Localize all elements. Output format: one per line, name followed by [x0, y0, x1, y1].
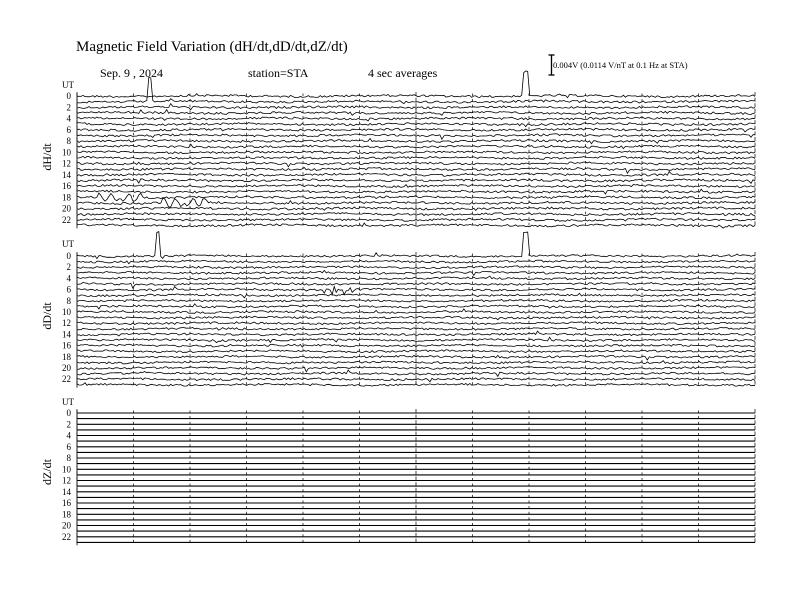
hour-tick-label: 10: [62, 307, 71, 317]
hour-tick-label: 20: [62, 203, 71, 214]
hour-tick-label: 2: [66, 102, 71, 113]
hour-tick-label: 6: [66, 124, 71, 135]
hour-tick-label: 14: [62, 169, 71, 180]
station-label: station=STA: [248, 66, 309, 80]
hour-tick-label: 20: [62, 520, 71, 531]
hour-tick-label: 22: [62, 374, 71, 385]
hour-tick-label: 0: [66, 91, 71, 101]
panel-dZ-dt: [40, 397, 755, 545]
hour-tick-label: 6: [66, 441, 71, 452]
hour-tick-label: 10: [62, 464, 71, 475]
hour-tick-label: 20: [62, 363, 71, 373]
hour-tick-label: 4: [66, 113, 71, 124]
hour-tick-label: 22: [62, 214, 71, 225]
hour-tick-label: 18: [62, 351, 71, 362]
hour-tick-label: 2: [66, 419, 71, 430]
hour-tick-label: 6: [66, 284, 71, 295]
panel-dD-dt: [40, 232, 755, 388]
scale-note: 0.004V (0.0114 V/nT at 0.1 Hz at STA): [553, 60, 688, 70]
hour-tick-label: 16: [62, 181, 71, 191]
axis-ylabel: dD/dt: [40, 302, 54, 330]
hour-tick-label: 8: [66, 136, 71, 146]
hour-tick-label: 22: [62, 531, 71, 542]
hour-tick-label: 10: [62, 147, 71, 158]
hour-tick-label: 4: [66, 273, 71, 284]
chart-title: Magnetic Field Variation (dH/dt,dD/dt,dZ/dt): [76, 39, 348, 55]
hour-tick-label: 0: [66, 251, 71, 261]
hour-tick-label: 18: [62, 192, 71, 203]
hour-tick-label: 12: [62, 475, 71, 486]
hour-tick-label: 14: [62, 329, 71, 340]
hour-tick-label: 8: [66, 295, 71, 306]
panel-dH-dt: [40, 71, 755, 228]
hour-tick-label: 14: [62, 486, 71, 497]
ut-label: UT: [62, 80, 74, 90]
ut-label: UT: [62, 239, 74, 249]
hour-tick-label: 4: [66, 430, 71, 441]
axis-ylabel: dZ/dt: [40, 459, 54, 485]
hour-tick-label: 2: [66, 262, 71, 273]
hour-tick-label: 12: [62, 158, 71, 169]
axis-ylabel: dH/dt: [40, 143, 54, 171]
hour-tick-label: 18: [62, 509, 71, 520]
averaging-label: 4 sec averages: [368, 66, 438, 80]
hour-tick-label: 16: [62, 498, 71, 508]
hour-tick-label: 12: [62, 318, 71, 329]
hour-tick-label: 0: [66, 408, 71, 418]
date-label: Sep. 9 , 2024: [100, 66, 163, 80]
ut-label: UT: [62, 397, 74, 407]
hour-tick-label: 16: [62, 340, 71, 351]
hour-tick-label: 8: [66, 453, 71, 463]
